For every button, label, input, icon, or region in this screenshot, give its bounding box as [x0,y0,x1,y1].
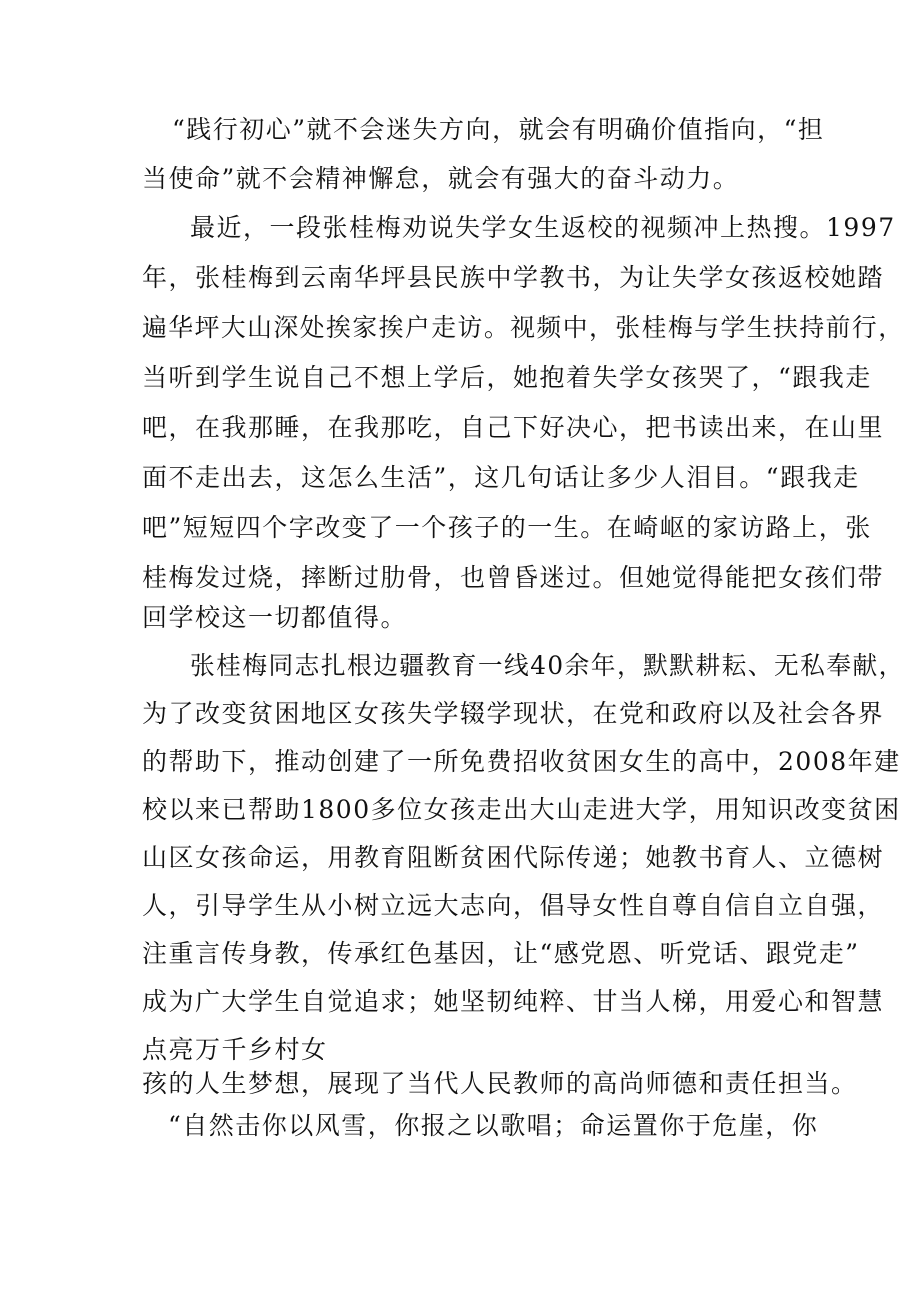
text-line: 为了改变贫困地区女孩失学辍学现状，在党和政府以及社会各界 [142,699,885,728]
text-line: 山区女孩命运，用教育阻断贫困代际传递；她教书育人、立德树 [142,843,885,872]
text-line: 成为广大学生自觉追求；她坚韧纯粹、甘当人梯，用爱心和智慧 [142,987,885,1016]
text-line: “自然击你以风雪，你报之以歌唱；命运置你于危崖，你 [168,1111,819,1140]
text-line: 吧”短短四个字改变了一个孩子的一生。在崎岖的家访路上，张 [142,513,872,542]
text-line: 张桂梅同志扎根边疆教育一线40余年，默默耕耘、无私奉献， [190,651,905,680]
text-line: 最近，一段张桂梅劝说失学女生返校的视频冲上热搜。1997 [190,213,896,242]
text-line: “践行初心”就不会迷失方向，就会有明确价值指向，“担 [172,115,825,144]
text-line: 面不走出去，这怎么生活”，这几句话让多少人泪目。“跟我走 [142,463,860,492]
text-line: 当使命”就不会精神懈怠，就会有强大的奋斗动力。 [142,164,740,193]
text-line: 年，张桂梅到云南华坪县民族中学教书，为让失学女孩返校她踏 [142,263,885,292]
text-line: 桂梅发过烧，摔断过肋骨，也曾昏迷过。但她觉得能把女孩们带 [142,563,885,592]
text-line: 校以来已帮助1800多位女孩走出大山走进大学，用知识改变贫困 [142,795,901,824]
text-line: 注重言传身教，传承红色基因，让“感党恩、听党话、跟党走” [142,939,860,968]
text-line: 点亮万千乡村女 [142,1035,328,1064]
text-line: 人，引导学生从小树立远大志向，倡导女性自尊自信自立自强， [142,891,885,920]
text-line: 当听到学生说自己不想上学后，她抱着失学女孩哭了，“跟我走 [142,363,872,392]
text-line: 的帮助下，推动创建了一所免费招收贫困女生的高中，2008年建 [142,747,901,776]
text-line: 孩的人生梦想，展现了当代人民教师的高尚师德和责任担当。 [142,1069,858,1098]
text-line: 回学校这一切都值得。 [142,603,408,632]
text-line: 吧，在我那睡，在我那吃，自己下好决心，把书读出来，在山里 [142,413,885,442]
text-line: 遍华坪大山深处挨家挨户走访。视频中，张桂梅与学生扶持前行， [142,313,905,342]
